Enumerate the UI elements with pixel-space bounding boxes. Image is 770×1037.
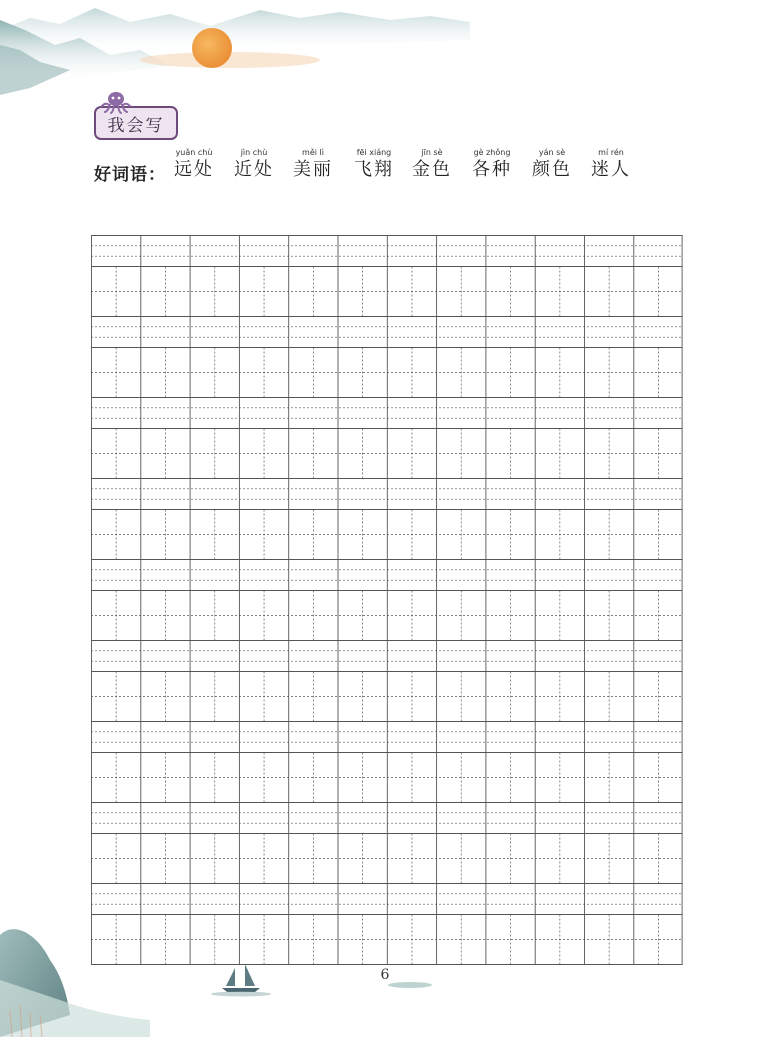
vocab-word	[174, 148, 214, 182]
vocab-word	[354, 148, 394, 182]
top-landscape-illustration	[0, 0, 470, 100]
pinyin: gè zhǒng	[473, 148, 511, 157]
section-title: 我会写	[94, 106, 178, 140]
pinyin: fēi xiáng	[356, 148, 392, 157]
vocab-word	[532, 148, 572, 182]
pinyin: jìn chù	[240, 148, 268, 157]
sailboat-icon	[211, 964, 271, 997]
bottom-landscape-illustration	[0, 920, 500, 1037]
vocab-word	[472, 148, 512, 182]
octopus-icon	[96, 90, 136, 114]
pinyin: yán sè	[538, 148, 566, 157]
vocabulary-line	[94, 148, 694, 188]
vocab-word	[234, 148, 274, 182]
pinyin: měi lì	[302, 148, 324, 157]
writing-practice-grid	[91, 235, 685, 965]
hanzi: 近处	[234, 159, 274, 180]
pinyin: yuǎn chù	[175, 148, 213, 157]
hanzi: 飞翔	[354, 159, 394, 180]
hanzi: 各种	[472, 159, 512, 180]
hanzi: 远处	[174, 159, 214, 180]
vocab-word	[591, 148, 631, 182]
vocab-word	[412, 148, 452, 182]
pinyin: mí rén	[598, 148, 624, 157]
hanzi: 迷人	[591, 159, 631, 180]
vocab-word	[293, 148, 333, 182]
hanzi: 金色	[412, 159, 452, 180]
vocab-prefix: 好词语：	[94, 165, 166, 185]
pinyin: jīn sè	[421, 148, 443, 157]
section-badge	[94, 94, 180, 150]
hanzi: 美丽	[293, 159, 333, 180]
sun-icon	[192, 28, 232, 68]
hanzi: 颜色	[532, 159, 572, 180]
page-number: 6	[380, 967, 390, 983]
